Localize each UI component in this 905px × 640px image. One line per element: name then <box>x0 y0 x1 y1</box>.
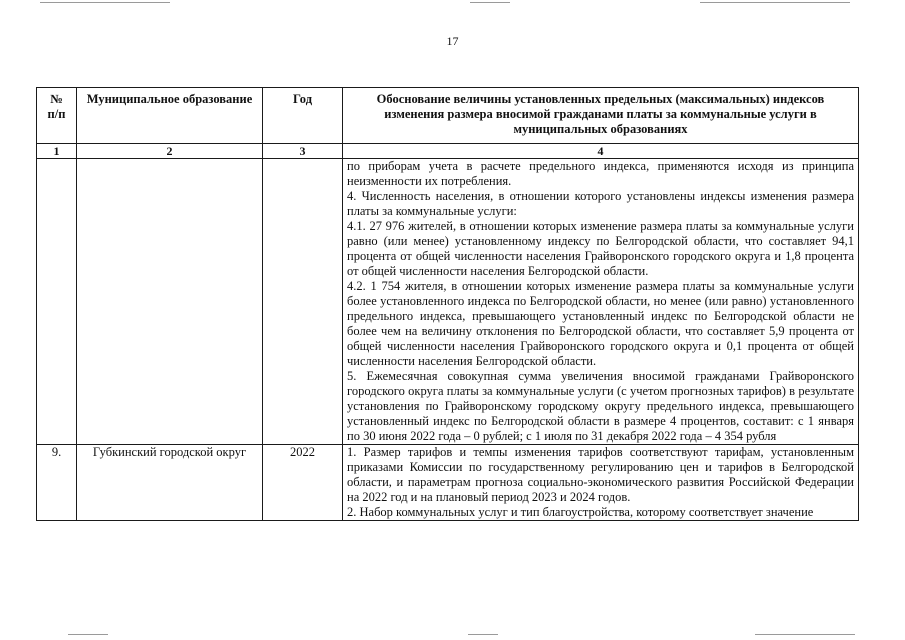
header-municipality: Муниципальное образование <box>77 88 263 144</box>
page-number: 17 <box>446 34 459 48</box>
header-year: Год <box>263 88 343 144</box>
scan-artifact-bottom-right <box>755 634 855 635</box>
scan-artifact-top-right <box>700 2 850 3</box>
column-number: 3 <box>263 144 343 159</box>
scan-artifact-top-left <box>40 2 170 3</box>
tariff-index-table <box>36 87 859 521</box>
paragraph: 5. Ежемесячная совокупная сумма увеличения вносимой гражданами Грайворонского городского округа платы за коммунальные услуги (с учетом прогнозных тарифов) в результате установления по Грайворонскому городскому округу предельного индекса, превышающего установленный индекс по Белгородской области в размере 4 процентов, составит: с 1 января по 30 июня 2022 года – 0 рублей; с 1 июля по 31 декабря 2022 года – 4 354 рубля <box>347 369 854 443</box>
row-number <box>37 159 77 445</box>
column-number: 2 <box>77 144 263 159</box>
row-year: 2022 <box>263 445 343 521</box>
row-justification <box>343 445 859 521</box>
table-row <box>37 445 859 521</box>
paragraph: 2. Набор коммунальных услуг и тип благоустройства, которому соответствует значение <box>347 505 814 519</box>
paragraph: 4.2. 1 754 жителя, в отношении которых изменение размера платы за коммунальные услуги более установленного индекса по Белгородской области, но менее (или равно) установленного предельного индекса, превышающего установленный индекс по Белгородской области не более чем на величину отклонения по Белгородской области, что составляет 5,9 процента от общей численности населения Грайворонского городского округа и 0,1 процента от общей численности населения Белгородской области. <box>347 279 854 368</box>
row-number: 9. <box>37 445 77 521</box>
paragraph: 4.1. 27 976 жителей, в отношении которых изменение размера платы за коммунальные услуги равно (или менее) установленному индексу по Белгородской области, что составляет 94,1 процента от общей численности населения Грайворонского городского округа и 1,8 процента от общей численности населения Белгородской области. <box>347 219 854 278</box>
row-municipality: Губкинский городской округ <box>77 445 263 521</box>
scan-artifact-bottom-mid <box>468 634 498 635</box>
row-municipality <box>77 159 263 445</box>
column-number-row <box>37 144 859 159</box>
header-number: № п/п <box>37 88 77 144</box>
paragraph: по приборам учета в расчете предельного индекса, применяются исходя из принципа неизменности их потребления. <box>347 159 854 188</box>
scan-artifact-top-mid <box>470 2 510 3</box>
row-justification <box>343 159 859 445</box>
column-number: 4 <box>343 144 859 159</box>
column-number: 1 <box>37 144 77 159</box>
table-row <box>37 159 859 445</box>
scan-artifact-bottom-left <box>68 634 108 635</box>
table-header-row <box>37 88 859 144</box>
row-year <box>263 159 343 445</box>
paragraph: 1. Размер тарифов и темпы изменения тарифов соответствуют тарифам, установленным приказами Комиссии по государственному регулированию цен и тарифов в Белгородской области, и параметрам прогноза социально-экономического развития Российской Федерации на 2022 год и на плановый период 2023 и 2024 годов. <box>347 445 854 504</box>
header-justification: Обоснование величины установленных предельных (максимальных) индексов изменения размера вносимой гражданами платы за коммунальные услуги в муниципальных образованиях <box>343 88 859 144</box>
paragraph: 4. Численность населения, в отношении которого установлены индексы изменения размера платы за коммунальные услуги: <box>347 189 854 218</box>
